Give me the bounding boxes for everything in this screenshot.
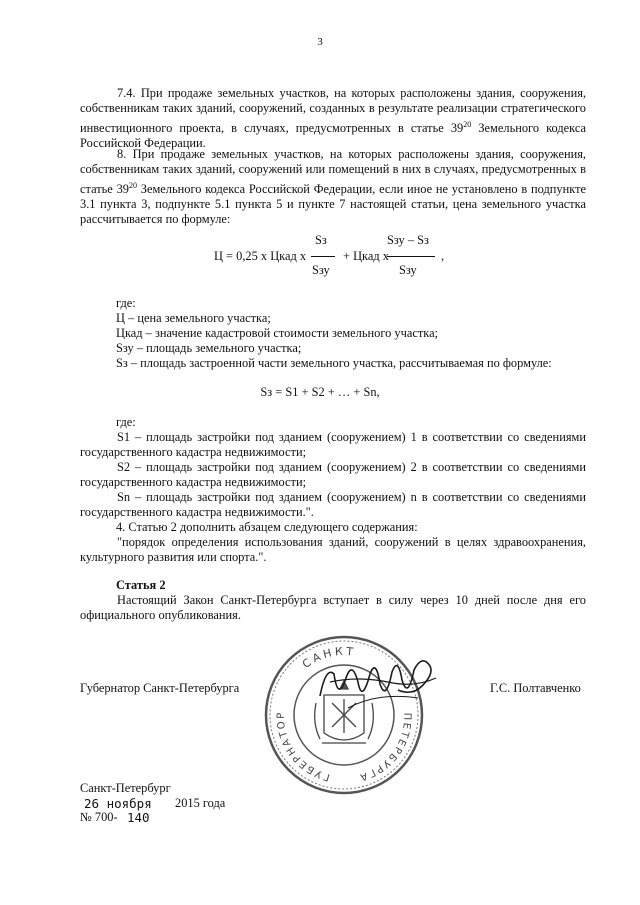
formula-left: Ц = 0,25 х Цкад х bbox=[214, 249, 307, 263]
definition-sn: Sn – площадь застройки под зданием (сооружением) n в соответствии со сведениями государственного кадастра недвижимости.". bbox=[80, 490, 586, 520]
definition-item: Цкад – значение кадастровой стоимости земельного участка; bbox=[116, 326, 439, 340]
law-number-prefix: № 700- bbox=[80, 810, 118, 824]
handwritten-law-number: 140 bbox=[127, 810, 150, 825]
seal-text-right: ПЕТЕРБУРГА bbox=[356, 712, 413, 783]
fraction-bar-2 bbox=[387, 256, 435, 257]
formula-end: , bbox=[441, 249, 445, 263]
paragraph-7-4-end: Земельного кодекса Российской Федерации. bbox=[80, 120, 586, 151]
definition-item: Ц – цена земельного участка; bbox=[116, 311, 271, 325]
where-label-1: где: bbox=[116, 296, 136, 310]
formula-denominator-1: Sзу bbox=[312, 263, 330, 277]
formula-middle: + Цкад х bbox=[343, 249, 389, 263]
signatory-name: Г.С. Полтавченко bbox=[490, 681, 581, 695]
seal-text-top: САНКТ bbox=[299, 644, 357, 672]
year: 2015 года bbox=[175, 796, 226, 810]
formula-area: Sз = S1 + S2 + … + Sn, bbox=[260, 385, 380, 399]
city: Санкт-Петербург bbox=[80, 781, 171, 795]
superscript: 20 bbox=[128, 180, 137, 190]
signatory-position: Губернатор Санкт-Петербурга bbox=[80, 681, 240, 695]
quoted-paragraph: "порядок определения использования зданий, сооружений в целях здравоохранения, культурного развития или спорта.". bbox=[80, 535, 586, 565]
article-2-text: Настоящий Закон Санкт-Петербурга вступает в силу через 10 дней после дня его официального опубликования. bbox=[80, 593, 586, 623]
paragraph-8 bbox=[80, 147, 586, 228]
paragraph-7-4-text: 7.4. При продаже земельных участков, на которых расположены здания, сооружения, собственникам таких зданий, сооружений, созданных в результате реализации стратегического инвестиционного проекта, в случаях, предусмотренных в статье 39 bbox=[80, 86, 586, 135]
definition-item: Sзу – площадь земельного участка; bbox=[116, 341, 302, 355]
paragraph-8-text: 8. При продаже земельных участков, на которых расположены здания, сооружения, собственникам таких зданий, сооружений или помещений в них в случаях, предусмотренных в статье 39 bbox=[80, 147, 586, 196]
handwritten-signature bbox=[318, 652, 438, 714]
article-2-title: Статья 2 bbox=[116, 578, 166, 592]
paragraph-7-4 bbox=[80, 86, 586, 151]
formula-denominator-2: Sзу bbox=[399, 263, 417, 277]
handwritten-date: 26 ноября bbox=[84, 796, 152, 811]
where-label-2: где: bbox=[116, 415, 136, 429]
item-4: 4. Статью 2 дополнить абзацем следующего содержания: bbox=[116, 520, 418, 534]
formula-numerator-1: Sз bbox=[315, 233, 327, 247]
definition-s2: S2 – площадь застройки под зданием (сооружением) 2 в соответствии со сведениями государственного кадастра недвижимости; bbox=[80, 460, 586, 490]
seal-text-left: ГУБЕРНАТОР bbox=[275, 710, 332, 783]
page-number: 3 bbox=[317, 36, 323, 48]
paragraph-8-end: Земельного кодекса Российской Федерации, если иное не установлено в подпункте 3.1 пункта 3, подпункте 5.1 пункта 5 и пункте 7 настоящей статьи, цена земельного участка рассчитывается по формуле: bbox=[80, 181, 586, 227]
definition-s1: S1 – площадь застройки под зданием (сооружением) 1 в соответствии со сведениями государственного кадастра недвижимости; bbox=[80, 430, 586, 460]
fraction-bar-1 bbox=[311, 256, 335, 257]
definition-item: Sз – площадь застроенной части земельного участка, рассчитываемая по формуле: bbox=[116, 356, 552, 370]
formula-numerator-2: Sзу – Sз bbox=[387, 233, 429, 247]
superscript: 20 bbox=[463, 119, 472, 129]
